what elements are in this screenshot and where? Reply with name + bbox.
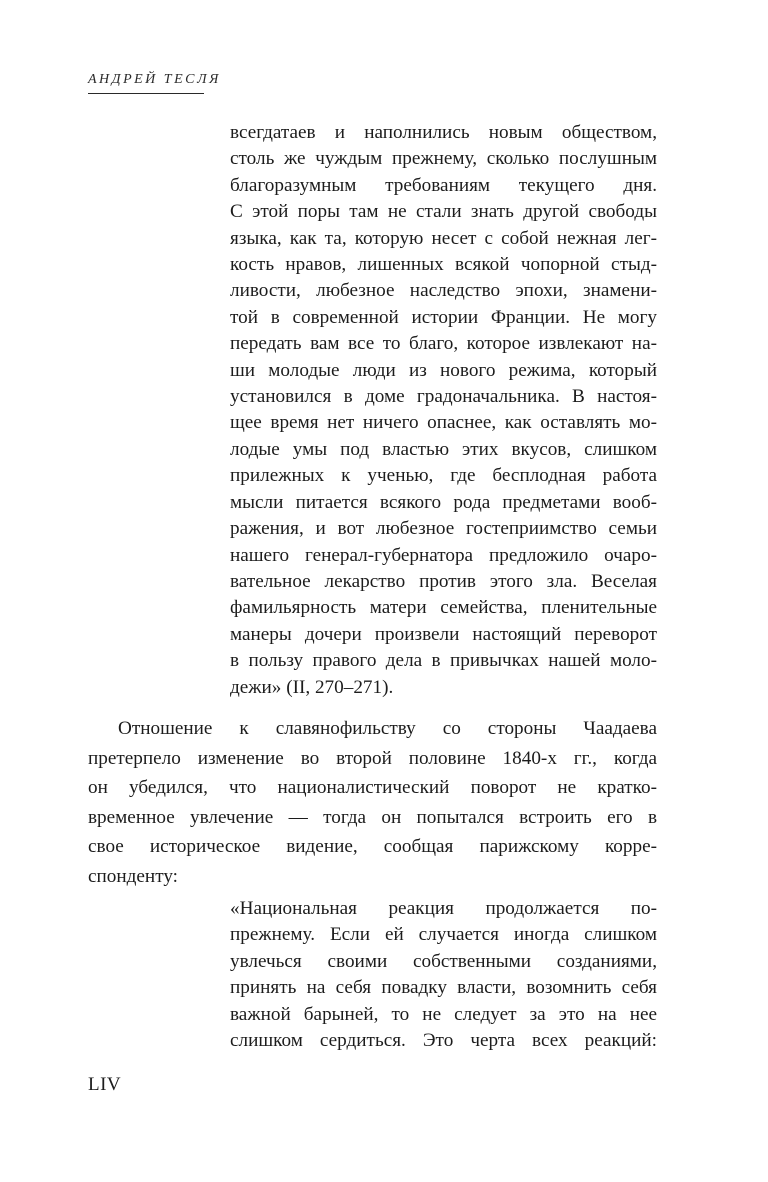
quote-line: «Национальная реакция продолжается по- xyxy=(230,898,657,919)
quote-line: слишком сердиться. Это черта всех реакций: xyxy=(230,1030,657,1052)
body-line: он убедился, что националистический поворот не кратко- xyxy=(88,777,657,799)
block-quote-2 xyxy=(230,896,657,1054)
quote-line: языка, как та, которую несет с собой нежная лег- xyxy=(230,227,657,249)
quote-line: мысли питается всякого рода предметами вооб- xyxy=(230,491,657,513)
quote-line: всегдатаев и наполнились новым обществом, xyxy=(230,122,657,143)
quote-line: передать вам все то благо, которое извлекают на- xyxy=(230,333,657,355)
body-line: спонденту: xyxy=(88,865,178,887)
quote-line: манеры дочери произвели настоящий переворот xyxy=(230,623,657,645)
running-head: АНДРЕЙ ТЕСЛЯ xyxy=(88,72,221,87)
body-line: свое историческое видение, сообщая парижскому корре- xyxy=(88,836,657,858)
quote-line: прилежных к ученью, где бесплодная работа xyxy=(230,465,657,487)
quote-line: той в современной истории Франции. Не могу xyxy=(230,306,657,328)
block-quote-1 xyxy=(230,120,657,701)
quote-line: щее время нет ничего опаснее, как оставлять мо- xyxy=(230,412,657,434)
quote-line: С этой поры там не стали знать другой свободы xyxy=(230,201,657,223)
quote-line: прежнему. Если ей случается иногда слишком xyxy=(230,924,657,946)
body-line: претерпело изменение во второй половине 1840-х гг., когда xyxy=(88,747,657,769)
quote-line: важной барыней, то не следует за это на нее xyxy=(230,1003,657,1025)
quote-line: лодые умы под властью этих вкусов, слишком xyxy=(230,438,657,460)
page-number: LIV xyxy=(88,1074,122,1095)
quote-line: принять на себя повадку власти, возомнить себя xyxy=(230,977,657,999)
quote-line: столь же чуждым прежнему, сколько послушным xyxy=(230,148,657,170)
quote-line: кость нравов, лишенных всякой чопорной стыд- xyxy=(230,254,657,276)
quote-line: ражения, и вот любезное гостеприимство семьи xyxy=(230,518,657,540)
quote-line: вательное лекарство против этого зла. Веселая xyxy=(230,570,657,592)
quote-line: установился в доме градоначальника. В настоя- xyxy=(230,386,657,408)
quote-line: в пользу правого дела в привычках нашей моло- xyxy=(230,650,657,672)
running-head-rule xyxy=(88,93,204,94)
quote-line: ливости, любезное наследство эпохи, знамени- xyxy=(230,280,657,302)
quote-line: ши молодые люди из нового режима, который xyxy=(230,359,657,381)
quote-line: благоразумным требованиям текущего дня. xyxy=(230,174,657,196)
quote-line: нашего генерал-губернатора предложило очаро- xyxy=(230,544,657,566)
body-paragraph xyxy=(88,714,657,892)
body-line: Отношение к славянофильству со стороны Чаадаева xyxy=(118,718,657,739)
quote-line: увлечься своими собственными созданиями, xyxy=(230,950,657,972)
body-line: временное увлечение — тогда он попытался встроить его в xyxy=(88,806,657,828)
quote-line: фамильярность матери семейства, пленительные xyxy=(230,597,657,619)
quote-line: дежи» (II, 270–271). xyxy=(230,676,394,698)
